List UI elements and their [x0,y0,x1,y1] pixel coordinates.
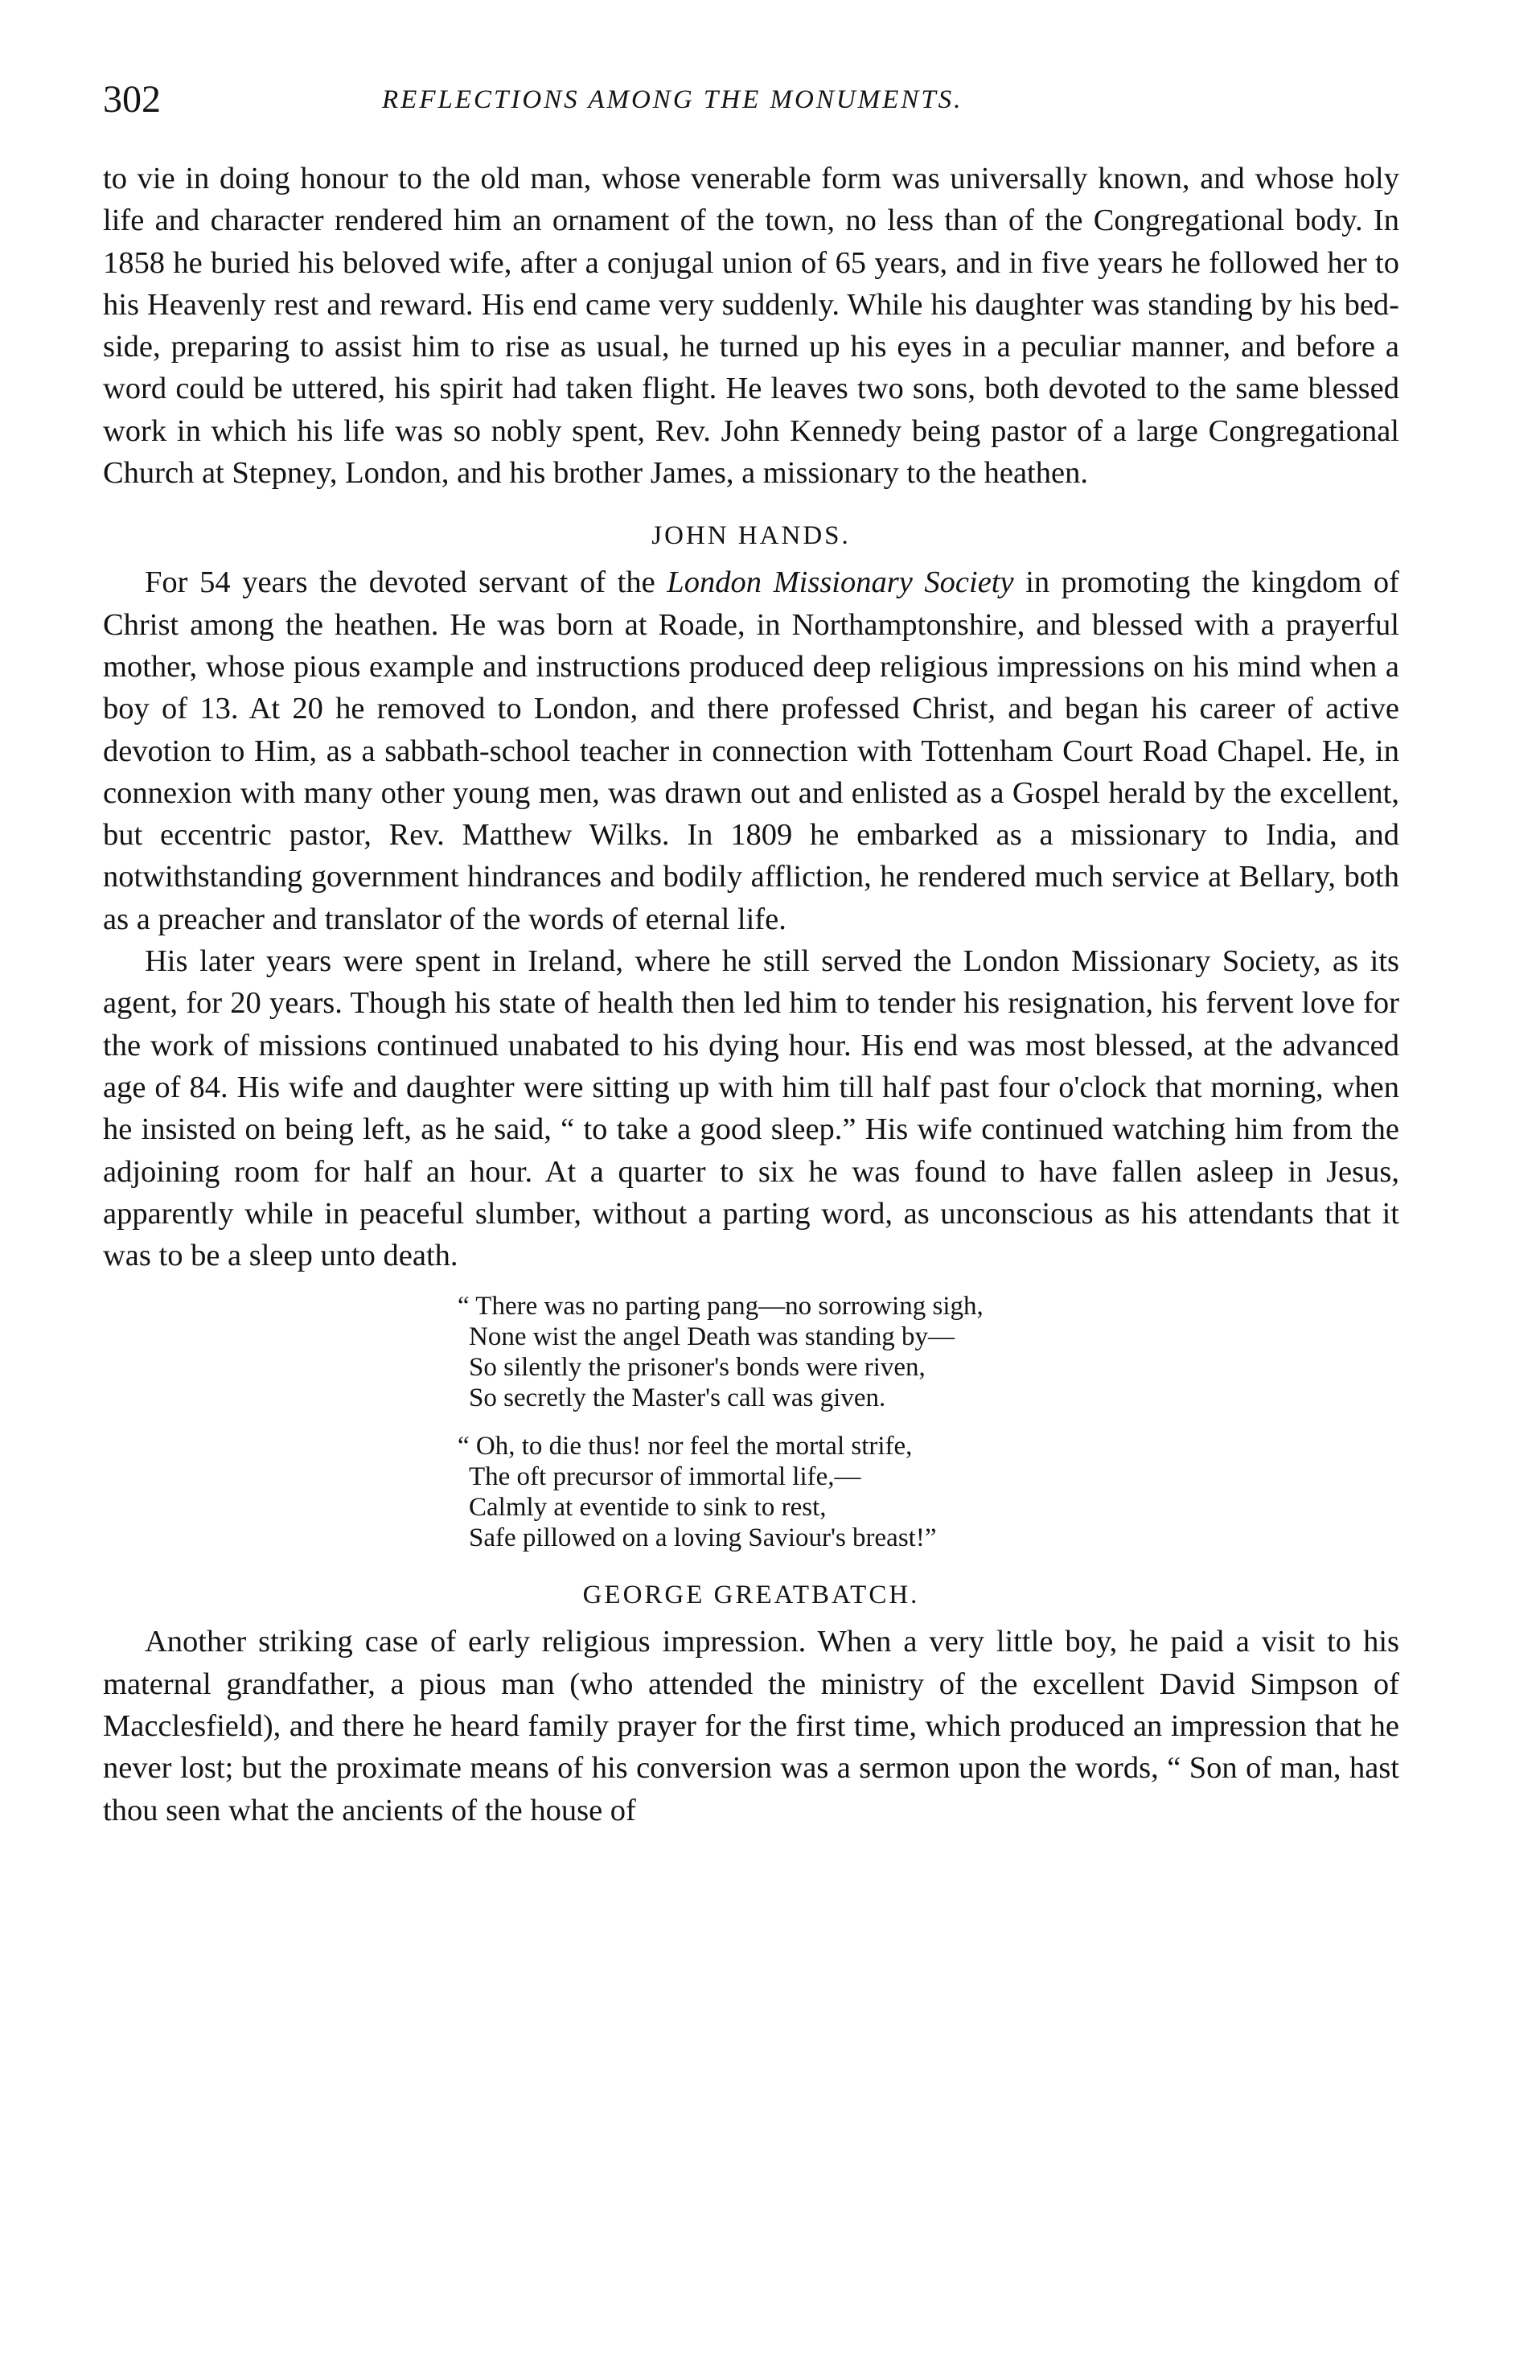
society-name-italic: London Missionary Society [667,565,1014,600]
section-heading-john-hands: JOHN HANDS. [651,521,851,551]
poem-stanza-2 [458,1431,1399,1553]
poem-line: So silently the prisoner's bonds were riven, [469,1353,926,1383]
poem [458,1291,1399,1553]
paragraph-john-hands-2: His later years were spent in Ireland, where he still served the London Missionary Society, as its agent, for 20 years. Though his state of health then led him to tender his resignation, his fervent love for the work of missions continued unabated to his dying hour. His end was most blessed, at the advanced age of 84. His wife and daughter were sitting up with him till half past four o'clock that morning, when he insisted on being left, as he said, “ to take a good sleep.” His wife continued watching him from the adjoining room for half an hour. At a quarter to six he was found to have fallen asleep in Jesus, apparently while in peaceful slumber, without a parting word, as unconscious as his attendants that it was to be a sleep unto death. [103,944,1399,1273]
poem-line: None wist the angel Death was standing by— [469,1322,955,1352]
poem-line: So secretly the Master's call was given. [469,1383,886,1413]
running-head [103,77,1399,125]
poem-line: “ There was no parting pang—no sorrowing sigh, [458,1292,984,1322]
section-heading-george-greatbatch: GEORGE GREATBATCH. [582,1581,920,1610]
page-number: 302 [103,78,161,121]
running-title: REFLECTIONS AMONG THE MONUMENTS. [382,85,963,114]
body-text [103,158,1399,1831]
poem-line: Safe pillowed on a loving Saviour's breast!” [469,1523,937,1553]
paragraph-text: in promoting the kingdom of Christ among the heathen. He was born at Roade, in Northamptonshire, and blessed with a prayerful mother, whose pious example and instructions produced deep religious impressions on his mind when a boy of 13. At 20 he removed to London, and there professed Christ, and began his career of active devotion to Him, as a sabbath-school teacher in connection with Tottenham Court Road Chapel. He, in connexion with many other young men, was drawn out and enlisted as a Gospel herald by the excellent, but eccentric pastor, Rev. Matthew Wilks. In 1809 he embarked as a missionary to India, and notwithstanding government hindrances and bodily affliction, he rendered much service at Bellary, both as a preacher and translator of the words of eternal life. [103,565,1400,936]
paragraph-john-hands-1 [103,561,1399,940]
paragraph-george-greatbatch: Another striking case of early religious impression. When a very little boy, he paid a visit to his maternal grandfather, a pious man (who attended the ministry of the excellent David Simpson of Macclesfield), and there he heard family prayer for the first time, which produced an impression that he never lost; but the proximate means of his conversion was a sermon upon the words, “ Son of man, hast thou seen what the ancients of the house of [103,1625,1399,1827]
poem-line: “ Oh, to die thus! nor feel the mortal strife, [458,1432,913,1461]
poem-line: The oft precursor of immortal life,— [469,1462,861,1492]
paragraph-text: For 54 years the devoted servant of the [145,565,667,600]
poem-stanza-1 [458,1291,1399,1413]
poem-line: Calmly at eventide to sink to rest, [469,1493,827,1523]
paragraph-kennedy-continued: to vie in doing honour to the old man, whose venerable form was universally known, and whose holy life and character rendered him an ornament of the town, no less than of the Congregational body. In 1858 he buried his beloved wife, after a conjugal union of 65 years, and in five years he followed her to his Heavenly rest and reward. His end came very suddenly. While his daughter was standing by his bed-side, preparing to assist him to rise as usual, he turned up his eyes in a peculiar manner, and before a word could be uttered, his spirit had taken flight. He leaves two sons, both devoted to the same blessed work in which his life was so nobly spent, Rev. John Kennedy being pastor of a large Congregational Church at Stepney, London, and his brother James, a missionary to the heathen. [103,162,1399,491]
